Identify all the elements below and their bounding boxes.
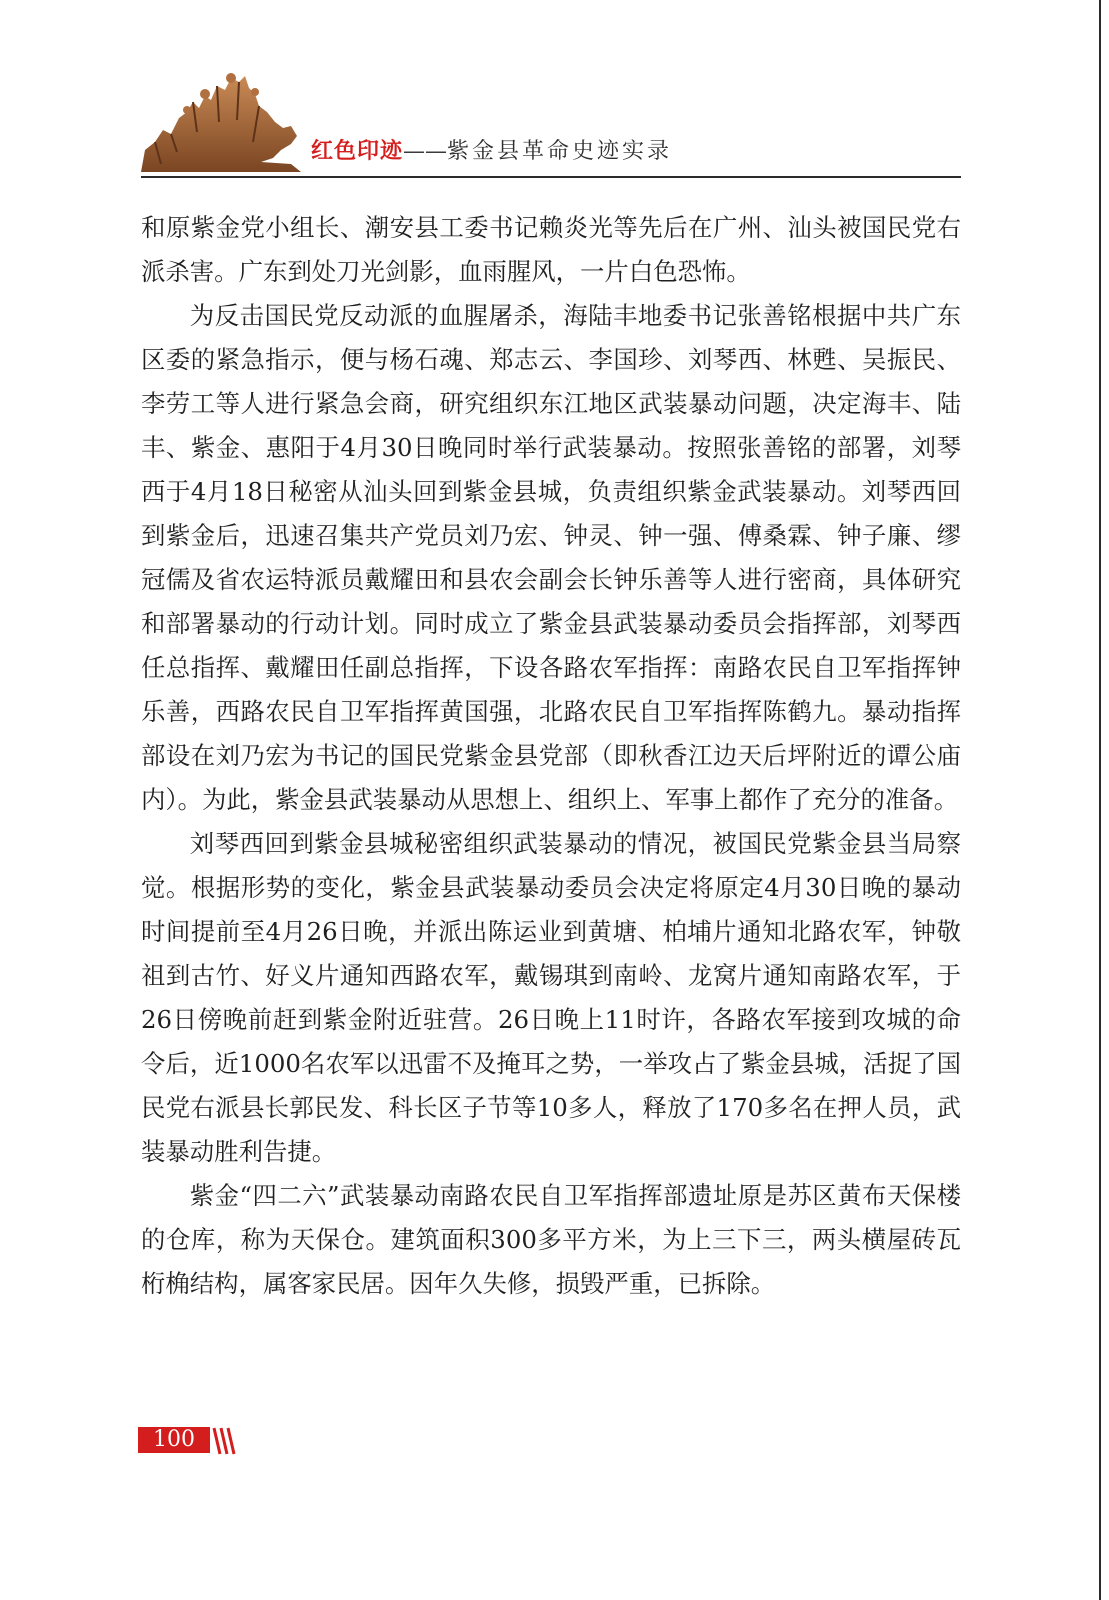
body-text [141,206,961,1306]
triple-slash-icon [212,1424,236,1456]
header-title-subtitle: 紫金县革命史迹实录 [447,139,673,164]
paragraph-4: 紫金“四二六”武装暴动南路农民自卫军指挥部遗址原是苏区黄布天保楼的仓库，称为天保仓。建筑面积300多平方米，为上三下三，两头横屋砖瓦桁桷结构，属客家民居。因年久失修，损毁严重，已拆除。 [141,1181,961,1298]
header-title [311,136,672,167]
revolutionary-sculpture-icon [141,72,301,172]
paragraph-1: 和原紫金党小组长、潮安县工委书记赖炎光等先后在广州、汕头被国民党右派杀害。广东到处刀光剑影，血雨腥风，一片白色恐怖。 [141,213,961,286]
header-rule [141,176,961,178]
running-header [141,66,961,181]
page-folio [138,1424,238,1456]
page-number: 100 [153,1427,195,1452]
paragraph-2: 为反击国民党反动派的血腥屠杀，海陆丰地委书记张善铭根据中共广东区委的紧急指示，便与杨石魂、郑志云、李国珍、刘琴西、林甦、吴振民、李劳工等人进行紧急会商，研究组织东江地区武装暴动问题，决定海丰、陆丰、紫金、惠阳于4月30日晚同时举行武装暴动。按照张善铭的部署，刘琴西于4月18日秘密从汕头回到紫金县城，负责组织紫金武装暴动。刘琴西回到紫金后，迅速召集共产党员刘乃宏、钟灵、钟一强、傅桑霖、钟子廉、缪冠儒及省农运特派员戴耀田和县农会副会长钟乐善等人进行密商，具体研究和部署暴动的行动计划。同时成立了紫金县武装暴动委员会指挥部，刘琴西任总指挥、戴耀田任副总指挥，下设各路农军指挥：南路农民自卫军指挥钟乐善，西路农民自卫军指挥黄国强，北路农民自卫军指挥陈鹤九。暴动指挥部设在刘乃宏为书记的国民党紫金县党部（即秋香江边天后坪附近的谭公庙内）。为此，紫金县武装暴动从思想上、组织上、军事上都作了充分的准备。 [141,301,961,814]
scan-edge-line [1099,0,1101,1600]
header-title-separator: —— [403,139,448,164]
paragraph-3: 刘琴西回到紫金县城秘密组织武装暴动的情况，被国民党紫金县当局察觉。根据形势的变化，紫金县武装暴动委员会决定将原定4月30日晚的暴动时间提前至4月26日晚，并派出陈运业到黄塘、柏埔片通知北路农军，钟敬祖到古竹、好义片通知西路农军，戴锡琪到南岭、龙窝片通知南路农军，于26日傍晚前赶到紫金附近驻营。26日晚上11时许，各路农军接到攻城的命令后，近1000名农军以迅雷不及掩耳之势，一举攻占了紫金县城，活捉了国民党右派县长郭民发、科长区子节等10多人，释放了170多名在押人员，武装暴动胜利告捷。 [141,829,961,1166]
header-title-main: 红色印迹 [311,138,404,163]
